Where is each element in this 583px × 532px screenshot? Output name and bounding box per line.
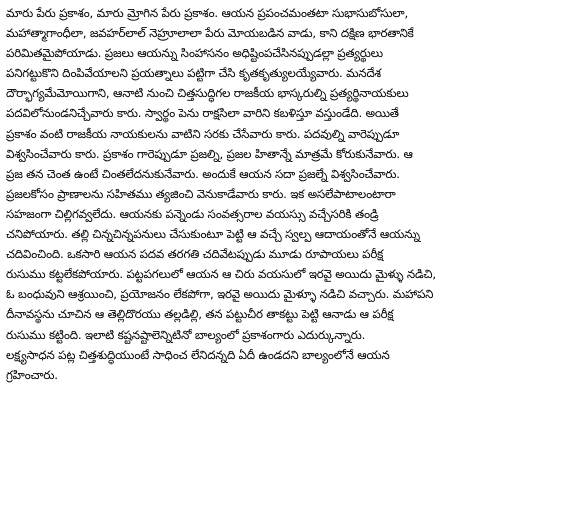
paragraph-line-14: రుసుము కట్టలేకపోయారు. పట్టపగలులో ఆయన ఆ చిరు వయసులో ఇరవై అయిదు మైళ్ళు నడిచి, [6,267,436,282]
paragraph-line-16: దీనావస్థను చూచిన ఆ తెల్లిదొరయు తల్లడిల్లి, తన పట్టుచీర తాకట్టు పెట్టి ఆనాడు ఆ పరీక్ష [6,307,394,322]
paragraph-line-3: పరిమితమైపోయాడు. ప్రజలు ఆయన్ను సింహాసనం అధిష్టింపచేసినప్పుడల్లా ప్రత్యర్థులు [6,46,383,61]
paragraph-line-11: సహజంగా చిల్లిగవ్వలేదు. ఆయనకు పన్నెండు సంవత్సరాల వయస్సు వచ్చేసరికి తండ్రి [6,206,379,221]
paragraph-line-17: రుసుము కట్టింది. ఇలాటి కష్టనష్టాలెన్నిటినో బాల్యంలో ప్రకాశంగారు ఎదుర్కున్నారు. [6,327,366,342]
paragraph-line-10: ప్రజలకోసం ప్రాణాలను సహితము త్యజించి వెనుకాడేవారు కారు. ఇక అసలేపాటాలంటారా [6,186,396,201]
paragraph-line-6: పదవిలోనుండనిచ్చేవారు కారు. స్వార్థం పెను రాక్షసిలా వారిని కబళిస్తూ వస్తుండేది. అయితే [6,106,399,121]
paragraph-line-5: దౌర్భాగ్యమేమోయిగాని, ఆనాటి నుంచి చిత్తసుద్ధిగల రాజకీయ భాస్కరుల్ని ప్రత్యర్థినాయకులు [6,86,409,101]
paragraph-line-15: ఓ బంధువుని ఆశ్రయించి, ప్రయోజనం లేకపోగా, ఇరవై అయిదు మైళ్ళూ నడిచి వచ్చారు. మహాపని [6,287,434,302]
paragraph-line-13: చదివించింది. ఒకసారి ఆయన పదవ తరగతి చదివేటప్పుడు మూడు రూపాయలు పరీక్ష [6,247,384,262]
paragraph-line-7: ప్రకాశం వంటి రాజకీయ నాయకులను వాటిని సరకు చేసేవారు కారు. పదవుల్ని వారెప్పుడూ [6,126,400,141]
paragraph-line-4: పనిగట్టుకొని దింపివేయాలని ప్రయత్నాలు పట్టిగా చేసి కృతకృత్యులయ్యేవారు. మనదేశ [6,66,381,81]
paragraph-line-19: గ్రహించారు. [6,367,58,382]
document-paragraph [6,3,577,385]
paragraph-line-8: విశ్వసించేవారు కారు. ప్రకాశం గారెప్పుడూ ప్రజల్ని, ప్రజల హితాన్నే మాత్రమే కోరుకునేవారు. ఆ [6,146,413,161]
paragraph-line-12: చనిపోయారు. తల్లి చిన్నచిన్నపనులు చేసుకుంటూ పెట్టి ఆ వచ్చే స్వల్ప ఆదాయంతోనే ఆయన్ను [6,227,420,242]
paragraph-line-2: మహాత్మాగాంధీలా, జవహర్‌లాల్ నెహ్రూలాలా పేరు మోయబడిన వాడు, కాని దక్షిణ భారతానికే [6,26,414,41]
paragraph-line-1: మారు పేరు ప్రకాశం, మారు మ్రోగిన పేరు ప్రకాశం. ఆయన ప్రపంచమంతటా సుభాసుబోసులా, [6,6,409,20]
paragraph-line-9: ప్రజ తన చెంత ఉంటే చింతలేదనుకునేవారు. అందుకే ఆయన సదా ప్రజల్నే విశ్వసించేవారు. [6,166,400,181]
paragraph-line-18: లక్ష్యసాధన పట్ల చిత్తశుద్ధియుంటే సాధించ లేనిదన్నది ఏదీ ఉండదని బాల్యంలోనే ఆయన [6,347,390,362]
